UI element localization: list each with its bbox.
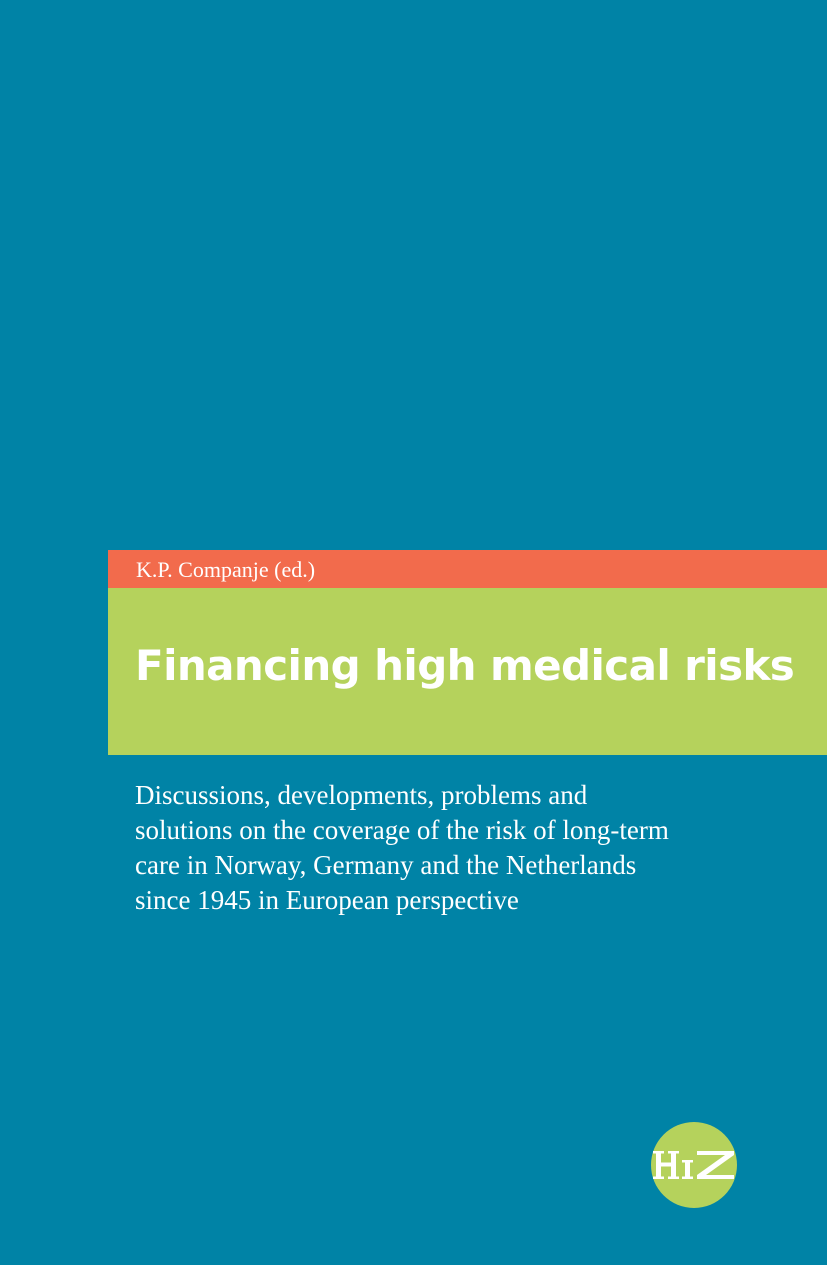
subtitle-line: solutions on the coverage of the risk of long-term xyxy=(135,815,669,845)
author-band xyxy=(108,550,827,588)
subtitle-line: Discussions, developments, problems and xyxy=(135,780,588,810)
book-subtitle xyxy=(135,778,775,918)
hiz-logo-mark xyxy=(651,1122,737,1208)
subtitle-line: care in Norway, Germany and the Netherlands xyxy=(135,850,637,880)
author-name: K.P. Companje (ed.) xyxy=(136,557,316,582)
book-title: Financing high medical risks xyxy=(135,641,795,690)
title-band xyxy=(108,588,827,755)
subtitle-line: since 1945 in European perspective xyxy=(135,885,519,915)
hiz-logo-icon xyxy=(651,1122,737,1208)
